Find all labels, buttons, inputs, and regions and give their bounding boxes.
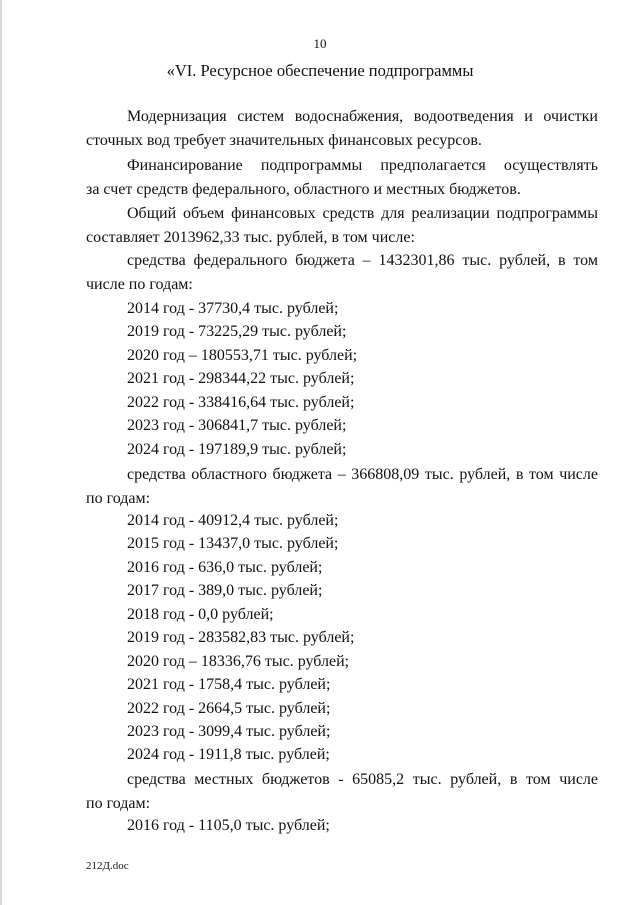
year-amount-line: 2014 год - 40912,4 тыс. рублей; [127,512,339,529]
paragraph-line: Финансирование подпрограммы предполагается осуществлять [127,157,598,174]
paragraph-line: Общий объем финансовых средств для реализации подпрограммы [127,205,598,222]
year-amount-line: 2016 год - 636,0 тыс. рублей; [127,559,323,576]
year-amount-line: 2015 год - 13437,0 тыс. рублей; [127,535,339,552]
year-amount-line: 2020 год – 180553,71 тыс. рублей; [127,347,358,364]
year-amount-line: 2020 год – 18336,76 тыс. рублей; [127,653,350,670]
paragraph-line: числе по годам: [86,276,193,293]
year-amount-line: 2017 год - 389,0 тыс. рублей; [127,582,323,599]
year-amount-line: 2023 год - 3099,4 тыс. рублей; [127,723,331,740]
paragraph-line: за счет средств федерального, областного и местных бюджетов. [86,181,521,198]
year-amount-line: 2021 год - 1758,4 тыс. рублей; [127,676,331,693]
year-amount-line: 2024 год - 1911,8 тыс. рублей; [127,746,330,763]
page-left-edge [0,0,2,905]
year-amount-line: 2018 год - 0,0 рублей; [127,606,274,623]
page-number: 10 [313,36,327,51]
year-amount-line: 2016 год - 1105,0 тыс. рублей; [127,817,330,834]
year-amount-line: 2014 год - 37730,4 тыс. рублей; [127,300,339,317]
year-amount-line: 2023 год - 306841,7 тыс. рублей; [127,417,347,434]
paragraph-line: средства местных бюджетов - 65085,2 тыс. рублей, в том числе [127,771,598,788]
paragraph-line: по годам: [86,490,151,507]
paragraph-line: средства областного бюджета – 366808,09 тыс. рублей, в том числе [127,466,598,483]
file-name-footer: 212Д.doc [86,860,129,872]
paragraph-line: составляет 2013962,33 тыс. рублей, в том числе: [86,229,415,246]
year-amount-line: 2021 год - 298344,22 тыс. рублей; [127,370,355,387]
year-amount-line: 2022 год - 338416,64 тыс. рублей; [127,394,355,411]
year-amount-line: 2019 год - 73225,29 тыс. рублей; [127,323,347,340]
paragraph-line: средства федерального бюджета – 1432301,86 тыс. рублей, в том [127,252,598,269]
year-amount-line: 2019 год - 283582,83 тыс. рублей; [127,629,355,646]
year-amount-line: 2022 год - 2664,5 тыс. рублей; [127,700,331,717]
section-heading: «VI. Ресурсное обеспечение подпрограммы [166,61,474,80]
paragraph-line: Модернизация систем водоснабжения, водоотведения и очистки [127,108,598,125]
year-amount-line: 2024 год - 197189,9 тыс. рублей; [127,441,347,458]
paragraph-line: по годам: [86,795,151,812]
paragraph-line: сточных вод требует значительных финансовых ресурсов. [86,132,482,149]
